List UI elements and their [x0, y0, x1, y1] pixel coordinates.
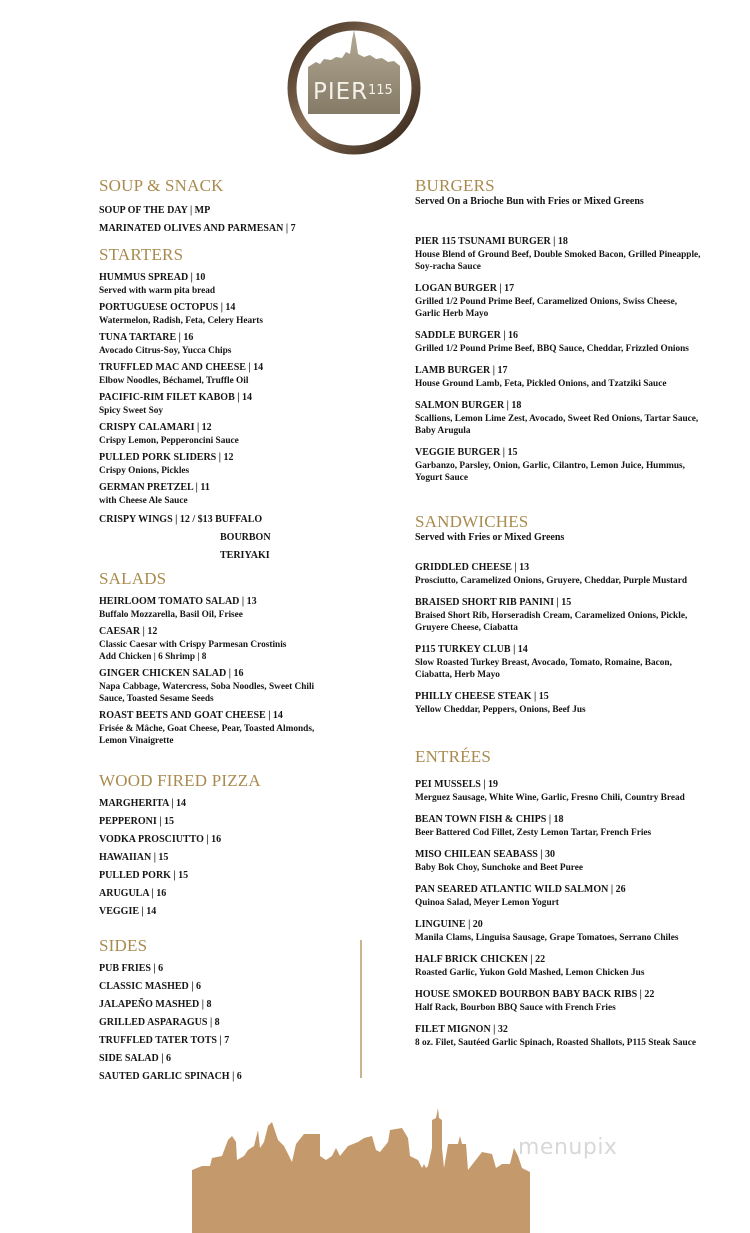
menu-item-description: Baby Bok Choy, Sunchoke and Beet Puree	[415, 863, 583, 873]
menu-item-description: Napa Cabbage, Watercress, Soba Noodles, Sweet Chili	[99, 682, 315, 692]
menu-item	[99, 271, 271, 297]
section-subtitle: Served with Fries or Mixed Greens	[415, 532, 565, 543]
menu-item-description: 8 oz. Filet, Sautéed Garlic Spinach, Roasted Shallots, P115 Steak Sauce	[415, 1038, 696, 1048]
section-title: SOUP & SNACK	[99, 176, 224, 195]
menu-item	[99, 978, 242, 996]
menu-item-name: TRUFFLED MAC AND CHEESE | 14	[99, 362, 264, 373]
section-title: SALADS	[99, 569, 167, 588]
menu-item	[99, 511, 271, 565]
menu-item	[415, 596, 687, 634]
menu-item-name: SADDLE BURGER | 16	[415, 330, 519, 341]
menu-item	[99, 885, 261, 903]
menu-item	[99, 391, 271, 417]
menu-item-name: VEGGIE BURGER | 15	[415, 447, 518, 458]
menu-item-description: Slow Roasted Turkey Breast, Avocado, Tomato, Romaine, Bacon,	[415, 658, 672, 668]
menu-item-description: House Blend of Ground Beef, Double Smoked Bacon, Grilled Pineapple,	[415, 250, 701, 260]
menu-item-description: Ciabatta, Herb Mayo	[415, 670, 500, 680]
menu-item	[99, 1014, 242, 1032]
menu-item-description: Prosciutto, Caramelized Onions, Gruyere, Cheddar, Purple Mustard	[415, 576, 688, 586]
menu-item-description: Buffalo Mozzarella, Basil Oil, Frisee	[99, 610, 243, 620]
menu-item-description: Spicy Sweet Soy	[99, 406, 164, 416]
menu-item-name: PORTUGUESE OCTOPUS | 14	[99, 302, 236, 313]
menu-item-description: Beer Battered Cod Fillet, Zesty Lemon Tartar, French Fries	[415, 828, 652, 838]
menu-item	[99, 867, 261, 885]
menu-item-name: HOUSE SMOKED BOURBON BABY BACK RIBS | 22	[415, 989, 655, 1000]
menu-item-name: PAN SEARED ATLANTIC WILD SALMON | 26	[415, 884, 626, 895]
section-title: SIDES	[99, 936, 148, 955]
menu-item	[415, 883, 696, 909]
menu-item-name: SALMON BURGER | 18	[415, 400, 522, 411]
menu-item	[415, 643, 687, 681]
menu-item-description: Scallions, Lemon Lime Zest, Avocado, Sweet Red Onions, Tartar Sauce,	[415, 414, 699, 424]
menu-item-name: HALF BRICK CHICKEN | 22	[415, 954, 546, 965]
menu-item	[99, 960, 242, 978]
menu-item	[99, 667, 314, 705]
menu-item-name: GRIDDLED CHEESE | 13	[415, 562, 530, 573]
menu-item-description: Elbow Noodles, Béchamel, Truffle Oil	[99, 376, 249, 386]
menu-item-name: MISO CHILEAN SEABASS | 30	[415, 849, 556, 860]
menu-item	[99, 996, 242, 1014]
menu-item-name: PUB FRIES | 6	[99, 963, 164, 974]
menu-item-description: Yellow Cheddar, Peppers, Onions, Beef Jus	[415, 705, 586, 715]
menu-item-name: GINGER CHICKEN SALAD | 16	[99, 668, 244, 679]
menu-item	[415, 848, 696, 874]
menu-item-description: Grilled 1/2 Pound Prime Beef, BBQ Sauce, Cheddar, Frizzled Onions	[415, 344, 689, 354]
menu-item-name: GRILLED ASPARAGUS | 8	[99, 1017, 220, 1028]
menu-item-description: Roasted Garlic, Yukon Gold Mashed, Lemon Chicken Jus	[415, 968, 645, 978]
menu-item	[99, 220, 296, 238]
restaurant-logo	[286, 18, 422, 158]
menu-item-name: TUNA TARTARE | 16	[99, 332, 194, 343]
menu-item-description: Baby Arugula	[415, 426, 471, 436]
menu-item-name: MARINATED OLIVES AND PARMESAN | 7	[99, 223, 296, 234]
menu-item	[415, 235, 700, 273]
menu-item-name: VEGGIE | 14	[99, 906, 157, 917]
menu-item-name: LAMB BURGER | 17	[415, 365, 508, 376]
menu-item-description: Manila Clams, Linguisa Sausage, Grape Tomatoes, Serrano Chiles	[415, 933, 679, 943]
menu-item	[415, 399, 700, 437]
menu-item-variant: TERIYAKI	[220, 550, 270, 561]
section-title: SANDWICHES	[415, 512, 529, 531]
menu-item	[99, 595, 314, 621]
menu-item-name: HEIRLOOM TOMATO SALAD | 13	[99, 596, 257, 607]
menu-item-description: Add Chicken | 6 Shrimp | 8	[99, 652, 207, 662]
menu-item-name: CLASSIC MASHED | 6	[99, 981, 201, 992]
section-entrees	[415, 747, 696, 1058]
section-title: WOOD FIRED PIZZA	[99, 771, 261, 790]
menu-item	[415, 813, 696, 839]
menu-item-description: Avocado Citrus-Soy, Yucca Chips	[99, 346, 232, 356]
menu-item	[99, 1032, 242, 1050]
menu-item-name: ROAST BEETS AND GOAT CHEESE | 14	[99, 710, 283, 721]
menu-item	[99, 1050, 242, 1068]
menu-item-name: CRISPY WINGS | 12 / $13 BUFFALO	[99, 514, 263, 525]
section-title: STARTERS	[99, 245, 184, 264]
menu-item-description: Grilled 1/2 Pound Prime Beef, Caramelized Onions, Swiss Cheese,	[415, 297, 678, 307]
menu-item	[99, 331, 271, 357]
menu-item-name: LOGAN BURGER | 17	[415, 283, 515, 294]
menu-item-variant: BOURBON	[220, 532, 271, 543]
menu-item-description: Merguez Sausage, White Wine, Garlic, Fresno Chili, Country Bread	[415, 793, 685, 803]
section-title: ENTRÉES	[415, 747, 492, 766]
logo-text: PIER	[313, 79, 369, 105]
watermark: menupix	[518, 1135, 618, 1160]
menu-item-description: Yogurt Sauce	[415, 473, 468, 483]
menu-item-name: PULLED PORK SLIDERS | 12	[99, 452, 234, 463]
menu-item	[99, 451, 271, 477]
menu-item-description: Half Rack, Bourbon BBQ Sauce with French Fries	[415, 1003, 616, 1013]
menu-item-name: JALAPEÑO MASHED | 8	[99, 999, 212, 1010]
menu-item	[99, 813, 261, 831]
column-divider	[360, 940, 362, 1078]
menu-item	[99, 709, 314, 747]
section-sides	[99, 936, 242, 1086]
menu-item-name: P115 TURKEY CLUB | 14	[415, 644, 528, 655]
menu-item	[415, 364, 700, 390]
menu-item	[99, 421, 271, 447]
menu-item-name: TRUFFLED TATER TOTS | 7	[99, 1035, 230, 1046]
section-sandwiches	[415, 512, 687, 725]
menu-item-description: Braised Short Rib, Horseradish Cream, Caramelized Onions, Pickle,	[415, 611, 688, 621]
menu-item-description: Served with warm pita bread	[99, 286, 216, 296]
menu-item-description: Crispy Onions, Pickles	[99, 466, 190, 476]
menu-item	[415, 561, 687, 587]
menu-item-name: CAESAR | 12	[99, 626, 158, 637]
menu-item-name: PULLED PORK | 15	[99, 870, 189, 881]
menu-item-name: BEAN TOWN FISH & CHIPS | 18	[415, 814, 564, 825]
section-burgers	[415, 176, 700, 493]
menu-item-description: Garlic Herb Mayo	[415, 309, 489, 319]
section-pizza	[99, 771, 261, 921]
menu-item-name: LINGUINE | 20	[415, 919, 483, 930]
section-soup-snack	[99, 176, 296, 238]
section-salads	[99, 569, 314, 751]
menu-item	[415, 988, 696, 1014]
menu-item-name: BRAISED SHORT RIB PANINI | 15	[415, 597, 572, 608]
menu-item	[415, 446, 700, 484]
menu-item	[415, 918, 696, 944]
menu-item-name: VODKA PROSCIUTTO | 16	[99, 834, 222, 845]
menu-item-name: PEPPERONI | 15	[99, 816, 174, 827]
menu-item-description: Sauce, Toasted Sesame Seeds	[99, 694, 214, 704]
menu-item	[415, 282, 700, 320]
menu-item-name: PIER 115 TSUNAMI BURGER | 18	[415, 236, 568, 247]
menu-item-name: HUMMUS SPREAD | 10	[99, 272, 206, 283]
menu-item-description: House Ground Lamb, Feta, Pickled Onions, and Tzatziki Sauce	[415, 379, 667, 389]
menu-item-description: Classic Caesar with Crispy Parmesan Crostinis	[99, 640, 287, 650]
menu-item	[99, 903, 261, 921]
menu-item-description: Crispy Lemon, Pepperoncini Sauce	[99, 436, 239, 446]
menu-item	[99, 481, 271, 507]
menu-item-description: Watermelon, Radish, Feta, Celery Hearts	[99, 316, 263, 326]
menu-item-name: HAWAIIAN | 15	[99, 852, 169, 863]
menu-item-name: MARGHERITA | 14	[99, 798, 187, 809]
menu-item	[99, 1068, 242, 1086]
menu-item-description: Quinoa Salad, Meyer Lemon Yogurt	[415, 898, 559, 908]
menu-item-name: PHILLY CHEESE STEAK | 15	[415, 691, 549, 702]
menu-item-name: PACIFIC-RIM FILET KABOB | 14	[99, 392, 252, 403]
menu-item-name: ARUGULA | 16	[99, 888, 167, 899]
menu-item	[99, 831, 261, 849]
menu-item-description: Lemon Vinaigrette	[99, 736, 174, 746]
menu-item	[415, 329, 700, 355]
menu-item-description: Garbanzo, Parsley, Onion, Garlic, Cilantro, Lemon Juice, Hummus,	[415, 461, 685, 471]
menu-item	[99, 361, 271, 387]
menu-item	[99, 795, 261, 813]
menu-item-description: Gruyere Cheese, Ciabatta	[415, 623, 518, 633]
menu-item	[415, 778, 696, 804]
menu-item-name: FILET MIGNON | 32	[415, 1024, 508, 1035]
menu-item-name: PEI MUSSELS | 19	[415, 779, 499, 790]
menu-item	[99, 625, 314, 663]
menu-item-description: Soy-racha Sauce	[415, 262, 481, 272]
menu-item-name: SAUTED GARLIC SPINACH | 6	[99, 1071, 242, 1082]
menu-item	[415, 690, 687, 716]
menu-item	[99, 202, 296, 220]
logo-number: 115	[368, 83, 393, 98]
menu-item	[415, 1023, 696, 1049]
city-skyline-graphic	[192, 1108, 530, 1233]
menu-item-name: SOUP OF THE DAY | MP	[99, 205, 211, 216]
menu-item-name: CRISPY CALAMARI | 12	[99, 422, 212, 433]
menu-item	[99, 301, 271, 327]
section-subtitle: Served On a Brioche Bun with Fries or Mixed Greens	[415, 196, 644, 207]
section-starters	[99, 245, 271, 569]
menu-item-name: GERMAN PRETZEL | 11	[99, 482, 210, 493]
menu-item	[415, 953, 696, 979]
menu-item-name: SIDE SALAD | 6	[99, 1053, 171, 1064]
menu-item-description: with Cheese Ale Sauce	[99, 496, 188, 506]
menu-item-description: Frisée & Mâche, Goat Cheese, Pear, Toasted Almonds,	[99, 724, 315, 734]
menu-item	[99, 849, 261, 867]
section-title: BURGERS	[415, 176, 495, 195]
